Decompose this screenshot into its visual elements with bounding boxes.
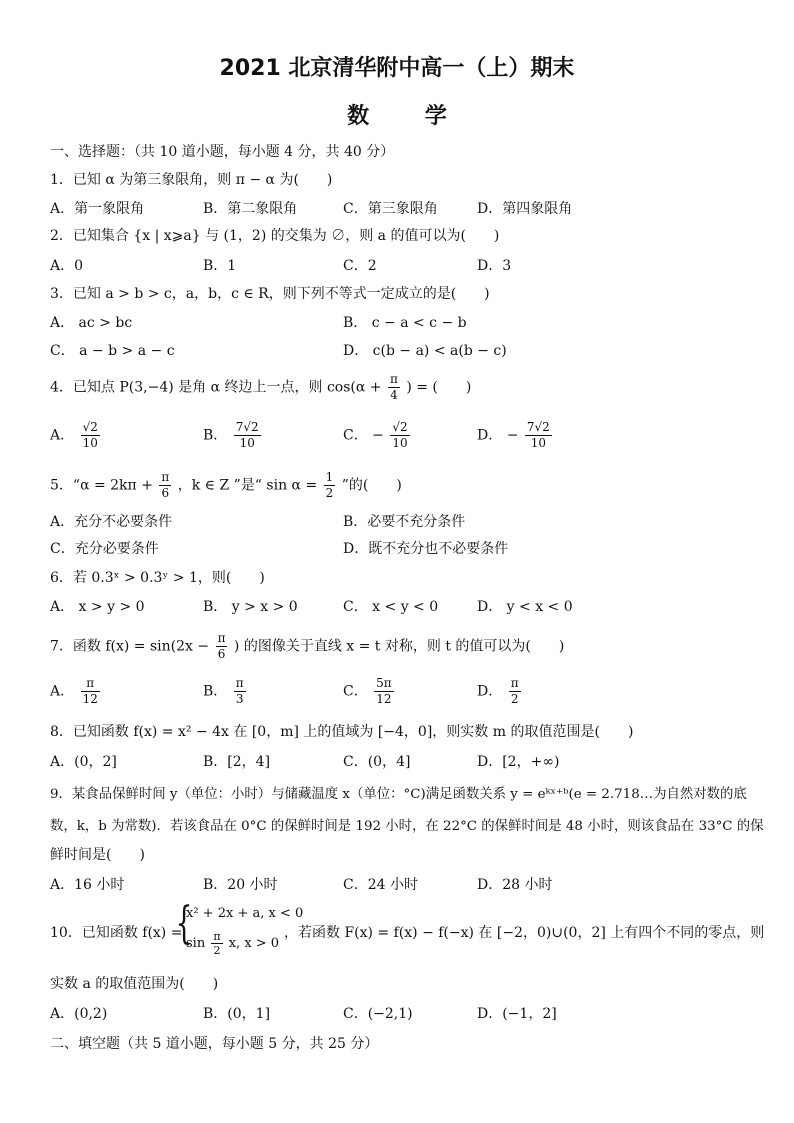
option-fraction bbox=[525, 420, 552, 451]
question-5-option-d: D．既不充分也不必要条件 bbox=[343, 541, 509, 557]
question-10-line-2: 实数 a 的取值范围为( ) bbox=[50, 976, 219, 992]
question-4-stem-pre: 4．已知点 P(3,−4) 是角 α 终边上一点，则 cos(α + bbox=[50, 379, 382, 396]
fraction-denominator: 12 bbox=[376, 692, 392, 706]
minus-sign: − bbox=[372, 427, 384, 444]
question-8-option-d: D．[2，+∞) bbox=[477, 754, 560, 770]
question-3-option-c: C． a − b > a − c bbox=[50, 343, 175, 359]
question-4-option-c bbox=[343, 420, 412, 451]
question-6-option-d: D． y < x < 0 bbox=[477, 599, 573, 615]
question-2-option-c: C．2 bbox=[343, 258, 377, 274]
fraction-denominator: 12 bbox=[82, 692, 98, 706]
question-1-option-c: C．第三象限角 bbox=[343, 201, 438, 217]
section-2-heading: 二、填空题（共 5 道小题，每小题 5 分，共 25 分） bbox=[50, 1036, 379, 1052]
piecewise-brace: { bbox=[175, 898, 193, 949]
question-7-stem bbox=[50, 631, 564, 662]
question-10-option-a: A．(0,2) bbox=[50, 1006, 108, 1022]
question-4-stem-post: ) = ( ) bbox=[406, 379, 472, 396]
fraction-numerator: π bbox=[161, 470, 170, 484]
question-7-option-a bbox=[50, 676, 102, 707]
option-label: A． bbox=[50, 427, 75, 444]
question-1-stem: 1．已知 α 为第三象限角，则 π − α 为( ) bbox=[50, 172, 333, 188]
fraction-denominator: 2 bbox=[213, 944, 221, 957]
question-7-option-b bbox=[203, 676, 248, 707]
fraction-numerator: √2 bbox=[82, 420, 98, 434]
question-9-line-2: 数，k，b 为常数)．若该食品在 0°C 的保鲜时间是 192 小时，在 22°C 的保鲜时间是 48 小时，则该食品在 33°C 的保 bbox=[50, 819, 764, 834]
case-2-condition: x, x > 0 bbox=[228, 936, 280, 951]
option-fraction bbox=[509, 676, 521, 707]
option-label: D． bbox=[477, 427, 503, 444]
option-fraction bbox=[390, 420, 409, 451]
option-fraction bbox=[234, 676, 246, 707]
question-2-stem: 2．已知集合 {x | x⩾a} 与 (1，2) 的交集为 ∅，则 a 的值可以为( ) bbox=[50, 228, 500, 244]
question-5-stem-post: ”的( ) bbox=[341, 477, 402, 494]
option-label: D． bbox=[477, 683, 503, 700]
question-1-option-d: D．第四象限角 bbox=[477, 201, 573, 217]
question-9-option-b: B．20 小时 bbox=[203, 877, 278, 893]
fraction-denominator: 10 bbox=[239, 436, 255, 450]
one-half-fraction bbox=[324, 470, 336, 501]
question-7-stem-post: ) 的图像关于直线 x = t 对称，则 t 的值可以为( ) bbox=[233, 638, 565, 655]
fraction-numerator: π bbox=[213, 930, 221, 943]
fraction-numerator: π bbox=[235, 676, 244, 690]
question-5-stem-mid: ，k ∈ Z ”是“ sin α = bbox=[177, 477, 318, 494]
pi-over-6-fraction bbox=[159, 470, 171, 501]
option-fraction bbox=[81, 676, 100, 707]
option-fraction bbox=[234, 420, 261, 451]
fraction-denominator: 10 bbox=[530, 436, 546, 450]
section-1-heading: 一、选择题：（共 10 道小题，每小题 4 分，共 40 分） bbox=[50, 144, 395, 160]
option-label: B． bbox=[203, 683, 228, 700]
question-2-option-a: A．0 bbox=[50, 258, 84, 274]
fraction-denominator: 6 bbox=[217, 647, 226, 661]
fraction-denominator: 2 bbox=[325, 486, 334, 500]
question-9-line-1: 9．某食品保鲜时间 y（单位：小时）与储藏温度 x（单位：°C)满足函数关系 y = eᵏˣ⁺ᵇ(e = 2.718…为自然对数的底 bbox=[50, 787, 747, 802]
pi-over-2-fraction bbox=[211, 930, 222, 957]
question-10-option-d: D．(−1，2] bbox=[477, 1006, 557, 1022]
question-7-option-c bbox=[343, 676, 396, 707]
question-7-option-d bbox=[477, 676, 523, 707]
question-6-option-b: B． y > x > 0 bbox=[203, 599, 298, 615]
question-6-option-a: A． x > y > 0 bbox=[50, 599, 145, 615]
fraction-numerator: 5π bbox=[376, 676, 392, 690]
question-5-option-b: B．必要不充分条件 bbox=[343, 514, 466, 530]
question-1-option-b: B．第二象限角 bbox=[203, 201, 298, 217]
sin-label: sin bbox=[186, 936, 206, 951]
fraction-numerator: 7√2 bbox=[526, 420, 550, 434]
option-label: C． bbox=[343, 427, 368, 444]
question-4-option-a bbox=[50, 420, 102, 451]
question-6-option-c: C． x < y < 0 bbox=[343, 599, 439, 615]
question-3-option-a: A． ac > bc bbox=[50, 315, 133, 331]
fraction-denominator: 10 bbox=[82, 436, 98, 450]
fraction-numerator: 7√2 bbox=[235, 420, 259, 434]
option-label: A． bbox=[50, 683, 75, 700]
option-label: C． bbox=[343, 683, 368, 700]
question-5-stem-pre: 5．“α = 2kπ + bbox=[50, 477, 153, 494]
piecewise-case-2 bbox=[186, 930, 279, 957]
question-9-line-3: 鲜时间是( ) bbox=[50, 847, 145, 863]
question-7-stem-pre: 7．函数 f(x) = sin(2x − bbox=[50, 638, 210, 655]
fraction-denominator: 2 bbox=[510, 692, 519, 706]
question-6-stem: 6．若 0.3ˣ > 0.3ʸ > 1，则( ) bbox=[50, 570, 265, 586]
subject-heading bbox=[0, 99, 794, 130]
question-10-option-b: B．(0，1] bbox=[203, 1006, 271, 1022]
fraction-numerator: √2 bbox=[392, 420, 408, 434]
question-10-option-c: C．(−2,1) bbox=[343, 1006, 413, 1022]
subject-char-1: 数 bbox=[347, 104, 370, 129]
question-1-option-a: A．第一象限角 bbox=[50, 201, 145, 217]
question-8-option-b: B．[2，4] bbox=[203, 754, 271, 770]
question-4-stem bbox=[50, 372, 471, 403]
question-9-option-c: C．24 小时 bbox=[343, 877, 418, 893]
pi-over-6-fraction bbox=[216, 631, 228, 662]
question-3-option-b: B． c − a < c − b bbox=[343, 315, 467, 331]
fraction-numerator: π bbox=[389, 372, 398, 386]
fraction-denominator: 4 bbox=[390, 388, 398, 402]
fraction-numerator: π bbox=[510, 676, 519, 690]
question-2-option-d: D．3 bbox=[477, 258, 512, 274]
fraction-numerator: 1 bbox=[325, 470, 334, 484]
exam-title: 2021 北京清华附中高一（上）期末 bbox=[219, 56, 575, 81]
minus-sign: − bbox=[506, 427, 519, 444]
question-2-option-b: B．1 bbox=[203, 258, 237, 274]
question-5-option-a: A．充分不必要条件 bbox=[50, 514, 173, 530]
pi-over-4-fraction bbox=[388, 372, 400, 403]
question-10-post: ，若函数 F(x) = f(x) − f(−x) 在 [−2，0)∪(0，2] 上有四个不同的零点，则 bbox=[284, 925, 765, 941]
option-fraction bbox=[374, 676, 394, 707]
question-8-option-c: C．(0，4] bbox=[343, 754, 411, 770]
piecewise-case-1: x² + 2x + a, x < 0 bbox=[186, 906, 304, 921]
question-3-stem: 3．已知 a > b > c，a，b，c ∈ R，则下列不等式一定成立的是( ) bbox=[50, 286, 490, 302]
fraction-denominator: 6 bbox=[161, 486, 170, 500]
question-9-option-a: A．16 小时 bbox=[50, 877, 125, 893]
fraction-denominator: 3 bbox=[235, 692, 244, 706]
fraction-numerator: π bbox=[217, 631, 226, 645]
fraction-numerator: π bbox=[81, 676, 100, 692]
question-10-pre: 10．已知函数 f(x) = bbox=[50, 925, 183, 941]
question-4-option-d bbox=[477, 420, 554, 451]
option-label: B． bbox=[203, 427, 228, 444]
subject-char-2: 学 bbox=[424, 104, 447, 129]
question-8-option-a: A．(0，2] bbox=[50, 754, 117, 770]
question-8-stem: 8．已知函数 f(x) = x² − 4x 在 [0，m] 上的值域为 [−4，0]，则实数 m 的取值范围是( ) bbox=[50, 724, 634, 740]
question-5-stem bbox=[50, 470, 402, 501]
question-3-option-d: D． c(b − a) < a(b − c) bbox=[343, 343, 507, 359]
question-4-option-b bbox=[203, 420, 263, 451]
question-5-option-c: C．充分必要条件 bbox=[50, 541, 159, 557]
option-fraction bbox=[81, 420, 100, 451]
fraction-denominator: 10 bbox=[392, 436, 408, 450]
question-9-option-d: D．28 小时 bbox=[477, 877, 553, 893]
